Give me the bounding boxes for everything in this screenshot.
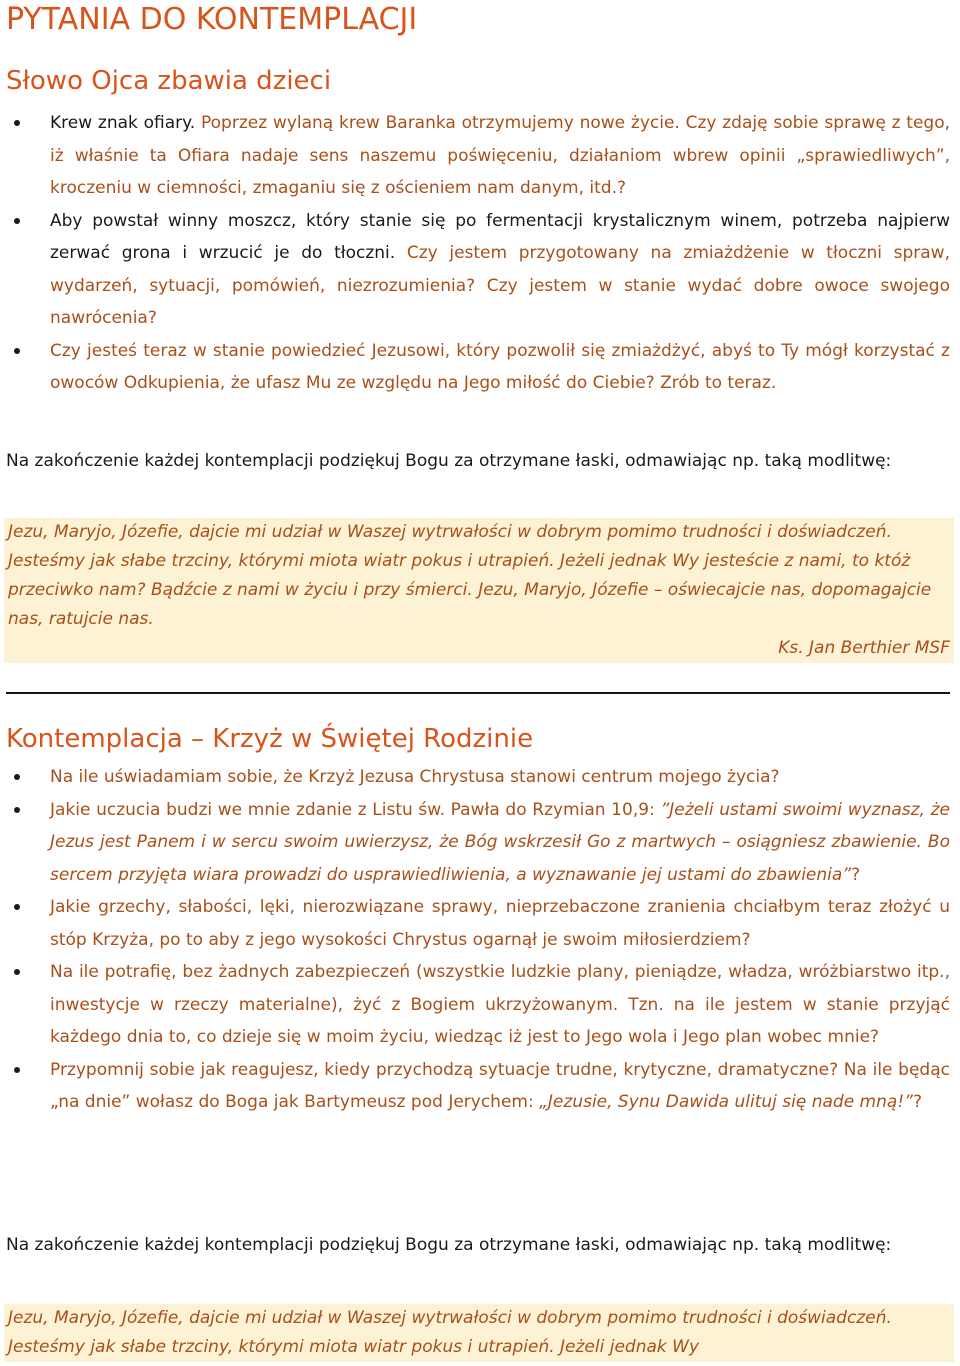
prayer-intro: Na zakończenie każdej kontemplacji podziękuj Bogu za otrzymane łaski, odmawiając np. taką modlitwę: <box>6 1235 892 1255</box>
item-text: Aby powstał winny moszcz, który stanie się po fermentacji krystalicznym winem, potrzeba najpierw zerwać grona i wrzucić je do tłoczni. <box>50 210 950 263</box>
bullet-icon <box>14 348 20 354</box>
item-text: ? <box>912 1092 922 1112</box>
prayer-box <box>4 1304 954 1362</box>
item-text: Jakie uczucia budzi we mnie zdanie z Listu św. Pawła do Rzymian 10,9: <box>50 799 661 820</box>
bullet-icon <box>14 969 20 975</box>
prayer-text: Jezu, Maryjo, Józefie, dajcie mi udział w Waszej wytrwałości w dobrym pomimo trudności i doświadczeń. Jesteśmy jak słabe trzciny, którymi miota wiatr pokus i utrapień. Jeżeli jednak Wy jesteście z nami, to któż przeciwko nam? Bądźcie z nami w życiu i przy śmierci. Jezu, Maryjo, Józefie – oświecajcie nas, dopomagajcie nas, ratujcie nas. <box>8 522 932 629</box>
question-list <box>0 107 960 400</box>
list-item <box>0 205 960 335</box>
list-item <box>0 1054 960 1119</box>
bullet-icon <box>14 904 20 910</box>
bullet-icon <box>14 807 20 813</box>
item-quote: ”Jeżeli ustami swoimi wyznasz, że Jezus jest Panem i w sercu swoim uwierzysz, że Bóg wskrzesił Go z martwych – osiągniesz zbawienie. Bo sercem przyjęta wiara prowadzi do usprawiedliwienia, a wyznawanie jej ustami do zbawienia” <box>50 799 950 885</box>
bullet-icon <box>14 120 20 126</box>
item-quote: „Jezusie, Synu Dawida ulituj się nade mną!” <box>539 1092 913 1112</box>
section-heading: Kontemplacja – Krzyż w Świętej Rodzinie <box>6 724 534 754</box>
list-item <box>0 794 960 892</box>
item-text: Krew znak ofiary. <box>50 113 196 133</box>
section-heading: Słowo Ojca zbawia dzieci <box>6 66 332 96</box>
item-text: ? <box>851 864 861 885</box>
list-item <box>0 891 960 956</box>
page-title: PYTANIA DO KONTEMPLACJI <box>6 2 418 37</box>
bullet-icon <box>14 1067 20 1073</box>
bullet-icon <box>14 218 20 224</box>
prayer-box <box>4 518 954 663</box>
bullet-icon <box>14 774 20 780</box>
list-item <box>0 107 960 205</box>
item-text: Jakie grzechy, słabości, lęki, nierozwiązane sprawy, nieprzebaczone zranienia chciałbym teraz złożyć u stóp Krzyża, po to aby z jego wysokości Chrystus ogarnął je swoim miłosierdziem? <box>50 897 950 950</box>
item-text: Czy jesteś teraz w stanie powiedzieć Jezusowi, który pozwolił się zmiażdżyć, abyś to Ty mógł korzystać z owoców Odkupienia, że ufasz Mu ze względu na Jego miłość do Ciebie? Zrób to teraz. <box>50 340 950 393</box>
prayer-intro: Na zakończenie każdej kontemplacji podziękuj Bogu za otrzymane łaski, odmawiając np. taką modlitwę: <box>6 451 892 471</box>
list-item <box>0 956 960 1054</box>
item-text-highlight: Poprzez wylaną krew Baranka otrzymujemy nowe życie. Czy zdaję sobie sprawę z tego, iż właśnie ta Ofiara nadaje sens naszemu poświęceniu, działaniom wbrew opinii „sprawiedliwych”, kroczeniu w ciemności, zmaganiu się z ościeniem nam danym, itd.? <box>50 113 950 198</box>
item-text: Na ile potrafię, bez żadnych zabezpieczeń (wszystkie ludzkie plany, pieniądze, władza, wróżbiarstwo itp., inwestycje w rzeczy materialne), żyć z Bogiem ukrzyżowanym. Tzn. na ile jestem w stanie przyjąć każdego dnia to, co dzieje się w moim życiu, wiedząc iż jest to Jego wola i Jego plan wobec mnie? <box>50 962 950 1047</box>
item-text: Na ile uświadamiam sobie, że Krzyż Jezusa Chrystusa stanowi centrum mojego życia? <box>50 767 780 787</box>
divider <box>6 692 950 694</box>
list-item <box>0 335 960 400</box>
item-text: Przypomnij sobie jak reagujesz, kiedy przychodzą sytuacje trudne, krytyczne, dramatyczne? Na ile będąc „na dnie” wołasz do Boga jak Bartymeusz pod Jerychem: <box>50 1059 950 1112</box>
item-text-highlight: Czy jestem przygotowany na zmiażdżenie w tłoczni spraw, wydarzeń, sytuacji, pomówień, niezrozumienia? Czy jestem w stanie wydać dobre owoce swojego nawrócenia? <box>50 243 950 328</box>
list-item <box>0 761 960 794</box>
prayer-signature: Ks. Jan Berthier MSF <box>778 638 950 658</box>
question-list <box>0 761 960 1119</box>
prayer-text: Jezu, Maryjo, Józefie, dajcie mi udział w Waszej wytrwałości w dobrym pomimo trudności i doświadczeń. Jesteśmy jak słabe trzciny, którymi miota wiatr pokus i utrapień. Jeżeli jednak Wy <box>8 1308 892 1357</box>
